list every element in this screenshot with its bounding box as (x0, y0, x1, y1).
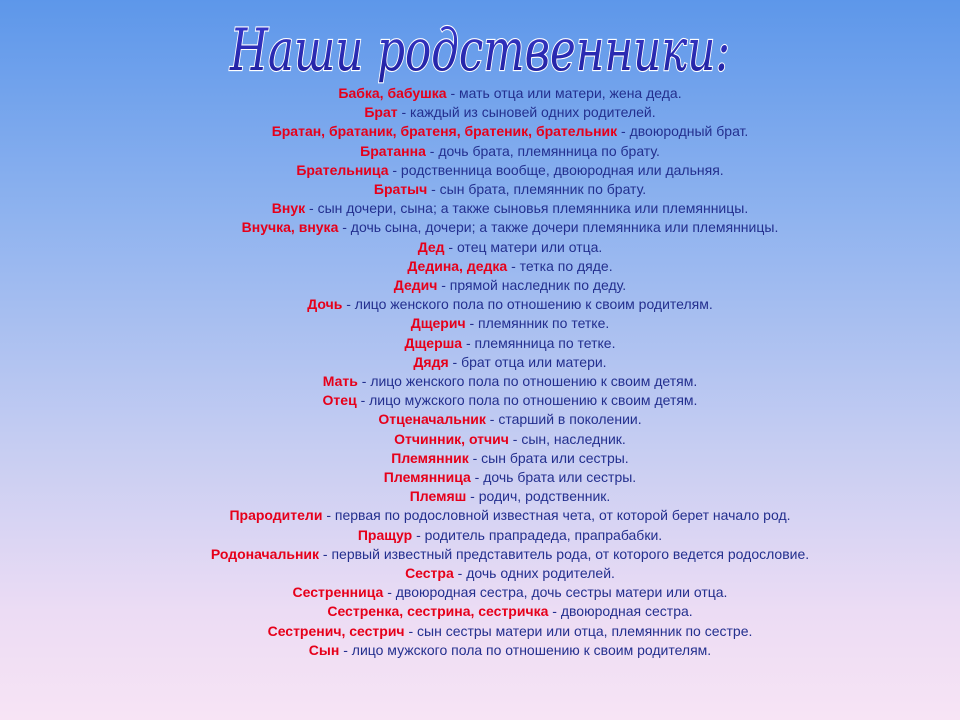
entry-definition: - первая по родословной известная чета, от которой берет начало род. (322, 507, 791, 524)
entry-definition: - брат отца или матери. (448, 353, 607, 370)
glossary-entry (150, 353, 870, 372)
entry-definition: - двоюродная сестра. (548, 603, 693, 620)
glossary-entry (150, 84, 870, 103)
entry-definition: - старший в поколении. (485, 411, 642, 428)
glossary-entry (150, 526, 870, 545)
entry-definition: - дочь сына, дочери; а также дочери племянника или племянницы. (338, 219, 779, 236)
entry-definition: - племянник по тетке. (465, 315, 610, 332)
title-text: Наши родственники: (229, 16, 730, 84)
entry-definition: - отец матери или отца. (444, 238, 603, 255)
glossary-entry (150, 372, 870, 391)
entry-term: Племянник (391, 449, 469, 466)
entry-definition: - сын брата, племянник по брату. (427, 181, 647, 198)
entry-definition: - сын дочери, сына; а также сыновья племянника или племянницы. (305, 200, 749, 217)
glossary-entry (150, 564, 870, 583)
glossary-entry (150, 410, 870, 429)
glossary-entry (150, 314, 870, 333)
entry-definition: - родич, родственник. (466, 488, 611, 505)
entry-definition: - первый известный представитель рода, от которого ведется родословие. (319, 545, 810, 562)
entry-term: Отец (322, 392, 357, 409)
entry-definition: - родитель прапрадеда, прапрабабки. (412, 526, 663, 543)
entry-term: Дщерша (404, 334, 463, 351)
entry-term: Сестренница (292, 584, 384, 601)
glossary-entry (150, 218, 870, 237)
entry-term: Племяш (409, 488, 467, 505)
entry-term: Родоначальник (210, 545, 320, 562)
glossary-entry (150, 545, 870, 564)
glossary-entry (150, 583, 870, 602)
glossary-entry (150, 161, 870, 180)
entry-definition: - племянница по тетке. (462, 334, 616, 351)
entry-definition: - каждый из сыновей одних родителей. (397, 104, 656, 121)
entry-definition: - тетка по дяде. (507, 257, 613, 274)
glossary-entry (150, 641, 870, 660)
glossary-entry (150, 199, 870, 218)
entry-definition: - мать отца или матери, жена деда. (446, 85, 682, 101)
glossary-entry (150, 602, 870, 621)
entry-term: Дщерич (410, 315, 466, 332)
entry-definition: - сын, наследник. (508, 430, 626, 447)
entry-term: Дедина, дедка (407, 257, 508, 274)
entry-term: Внук (271, 200, 306, 217)
entry-term: Сестра (405, 565, 454, 582)
entry-definition: - прямой наследник по деду. (437, 277, 627, 294)
entry-term: Сын (308, 641, 340, 658)
entry-term: Братан, братаник, братеня, братеник, брательник (271, 123, 618, 140)
entry-term: Дедич (393, 277, 438, 294)
entry-definition: - двоюродный брат. (617, 123, 749, 140)
glossary-entry (150, 122, 870, 141)
glossary-entry (150, 506, 870, 525)
entry-term: Сестренич, сестрич (267, 622, 405, 639)
entry-term: Мать (322, 373, 358, 390)
entry-term: Братанна (360, 142, 426, 159)
glossary-entry (150, 257, 870, 276)
glossary-entry (150, 295, 870, 314)
glossary-entry (150, 622, 870, 641)
title-wordart (200, 4, 760, 92)
glossary-entry (150, 238, 870, 257)
entry-term: Бабка, бабушка (338, 85, 447, 101)
entry-term: Брат (364, 104, 398, 121)
entry-term: Дочь (307, 296, 343, 313)
entry-term: Пращур (357, 526, 413, 543)
entry-definition: - родственница вообще, двоюродная или дальняя. (388, 161, 724, 178)
entry-term: Дядя (413, 353, 449, 370)
entry-definition: - дочь одних родителей. (453, 565, 615, 582)
entry-term: Братыч (373, 181, 428, 198)
glossary-entry (150, 468, 870, 487)
glossary-entry (150, 449, 870, 468)
entry-term: Отчинник, отчич (394, 430, 509, 447)
entry-term: Внучка, внука (241, 219, 339, 236)
glossary-list (150, 84, 870, 660)
entry-definition: - лицо мужского пола по отношению к своим детям. (356, 392, 698, 409)
glossary-entry (150, 142, 870, 161)
entry-definition: - двоюродная сестра, дочь сестры матери или отца. (383, 584, 728, 601)
glossary-entry (150, 391, 870, 410)
entry-definition: - дочь брата, племянница по брату. (425, 142, 660, 159)
glossary-entry (150, 334, 870, 353)
entry-definition: - лицо женского пола по отношению к своим детям. (357, 373, 698, 390)
entry-definition: - лицо мужского пола по отношению к своим родителям. (339, 641, 712, 658)
glossary-entry (150, 180, 870, 199)
entry-term: Прародители (229, 507, 323, 524)
page-title (200, 4, 760, 92)
entry-definition: - дочь брата или сестры. (470, 469, 637, 486)
entry-definition: - лицо женского пола по отношению к своим родителям. (342, 296, 713, 313)
entry-term: Сестренка, сестрина, сестричка (327, 603, 549, 620)
entry-term: Отценачальник (378, 411, 486, 428)
entry-term: Брательница (296, 161, 389, 178)
entry-term: Племянница (383, 469, 471, 486)
glossary-entry (150, 487, 870, 506)
entry-definition: - сын брата или сестры. (468, 449, 629, 466)
entry-definition: - сын сестры матери или отца, племянник по сестре. (404, 622, 753, 639)
glossary-entry (150, 276, 870, 295)
entry-term: Дед (417, 238, 445, 255)
glossary-entry (150, 103, 870, 122)
glossary-entry (150, 430, 870, 449)
